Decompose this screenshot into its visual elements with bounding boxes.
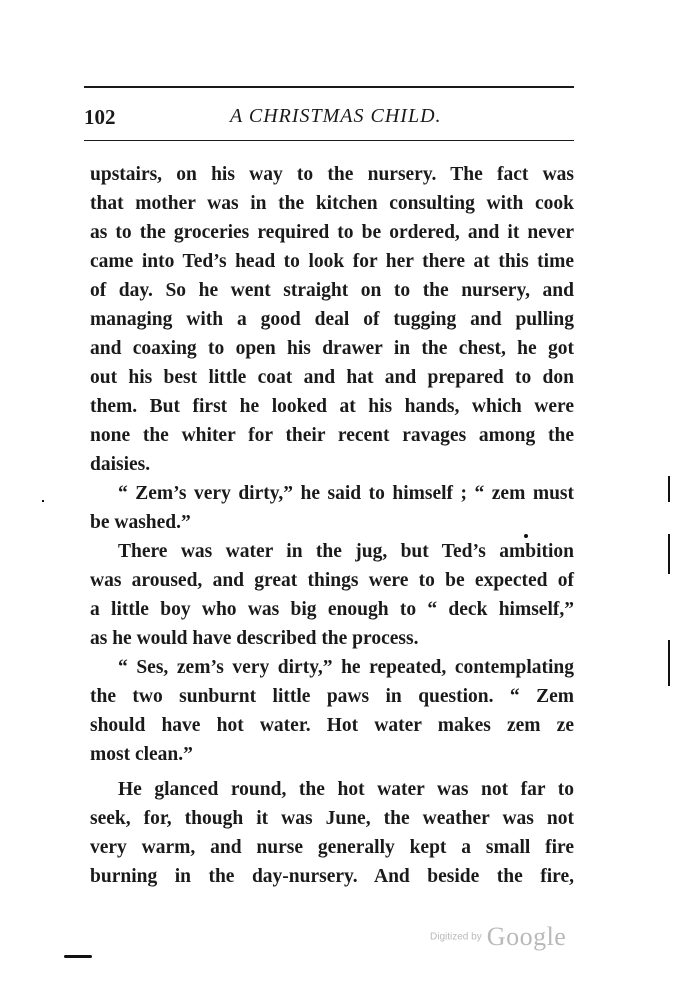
- body-text: [90, 160, 574, 891]
- text-line: and coaxing to open his drawer in the chest, he got: [90, 338, 574, 359]
- text-line: upstairs, on his way to the nursery. The fact was: [90, 164, 574, 185]
- page-number: 102: [84, 105, 116, 129]
- text-line: should have hot water. Hot water makes zem ze: [90, 715, 574, 736]
- text-line: There was water in the jug, but Ted’s ambition: [118, 541, 574, 562]
- text-line: daisies.: [90, 454, 151, 475]
- text-line: be washed.”: [90, 512, 191, 533]
- scan-mark-right-upper: [668, 476, 670, 502]
- text-line: as to the groceries required to be ordered, and it never: [90, 222, 574, 243]
- text-line: managing with a good deal of tugging and pulling: [90, 309, 574, 330]
- text-line: the two sunburnt little paws in question. “ Zem: [90, 686, 574, 707]
- text-line: them. But first he looked at his hands, which were: [90, 396, 574, 417]
- text-line: as he would have described the process.: [90, 628, 419, 649]
- page-header: [84, 105, 574, 133]
- text-line: that mother was in the kitchen consulting with cook: [90, 193, 574, 214]
- google-wordmark: Google: [486, 922, 567, 951]
- text-line: none the whiter for their recent ravages among the: [90, 425, 574, 446]
- digitized-by-label: Digitized by: [430, 931, 482, 943]
- text-line: was aroused, and great things were to be expected of: [90, 570, 574, 591]
- text-line: seek, for, though it was June, the weather was not: [90, 808, 574, 829]
- text-line: “ Ses, zem’s very dirty,” he repeated, contemplating: [118, 657, 574, 678]
- text-line: a little boy who was big enough to “ deck himself,”: [90, 599, 574, 620]
- text-line: of day. So he went straight on to the nursery, and: [90, 280, 574, 301]
- scan-mark-right-lower: [668, 640, 670, 686]
- text-line: out his best little coat and hat and prepared to don: [90, 367, 574, 388]
- text-line: very warm, and nurse generally kept a small fire: [90, 837, 574, 858]
- running-title: A CHRISTMAS CHILD.: [230, 105, 442, 127]
- text-line: came into Ted’s head to look for her there at this time: [90, 251, 574, 272]
- digitization-watermark: [430, 922, 566, 952]
- scan-mark-right-middle: [668, 534, 670, 574]
- scan-dot: [524, 534, 528, 538]
- text-line: most clean.”: [90, 744, 193, 765]
- text-line: burning in the day-nursery. And beside the fire,: [90, 866, 574, 887]
- top-rule: [84, 86, 574, 88]
- text-line: He glanced round, the hot water was not far to: [118, 779, 574, 800]
- text-line: “ Zem’s very dirty,” he said to himself ; “ zem must: [118, 483, 574, 504]
- scan-smudge-bottom-left: [64, 955, 92, 958]
- scan-dot-left: [42, 500, 44, 502]
- header-rule: [84, 140, 574, 141]
